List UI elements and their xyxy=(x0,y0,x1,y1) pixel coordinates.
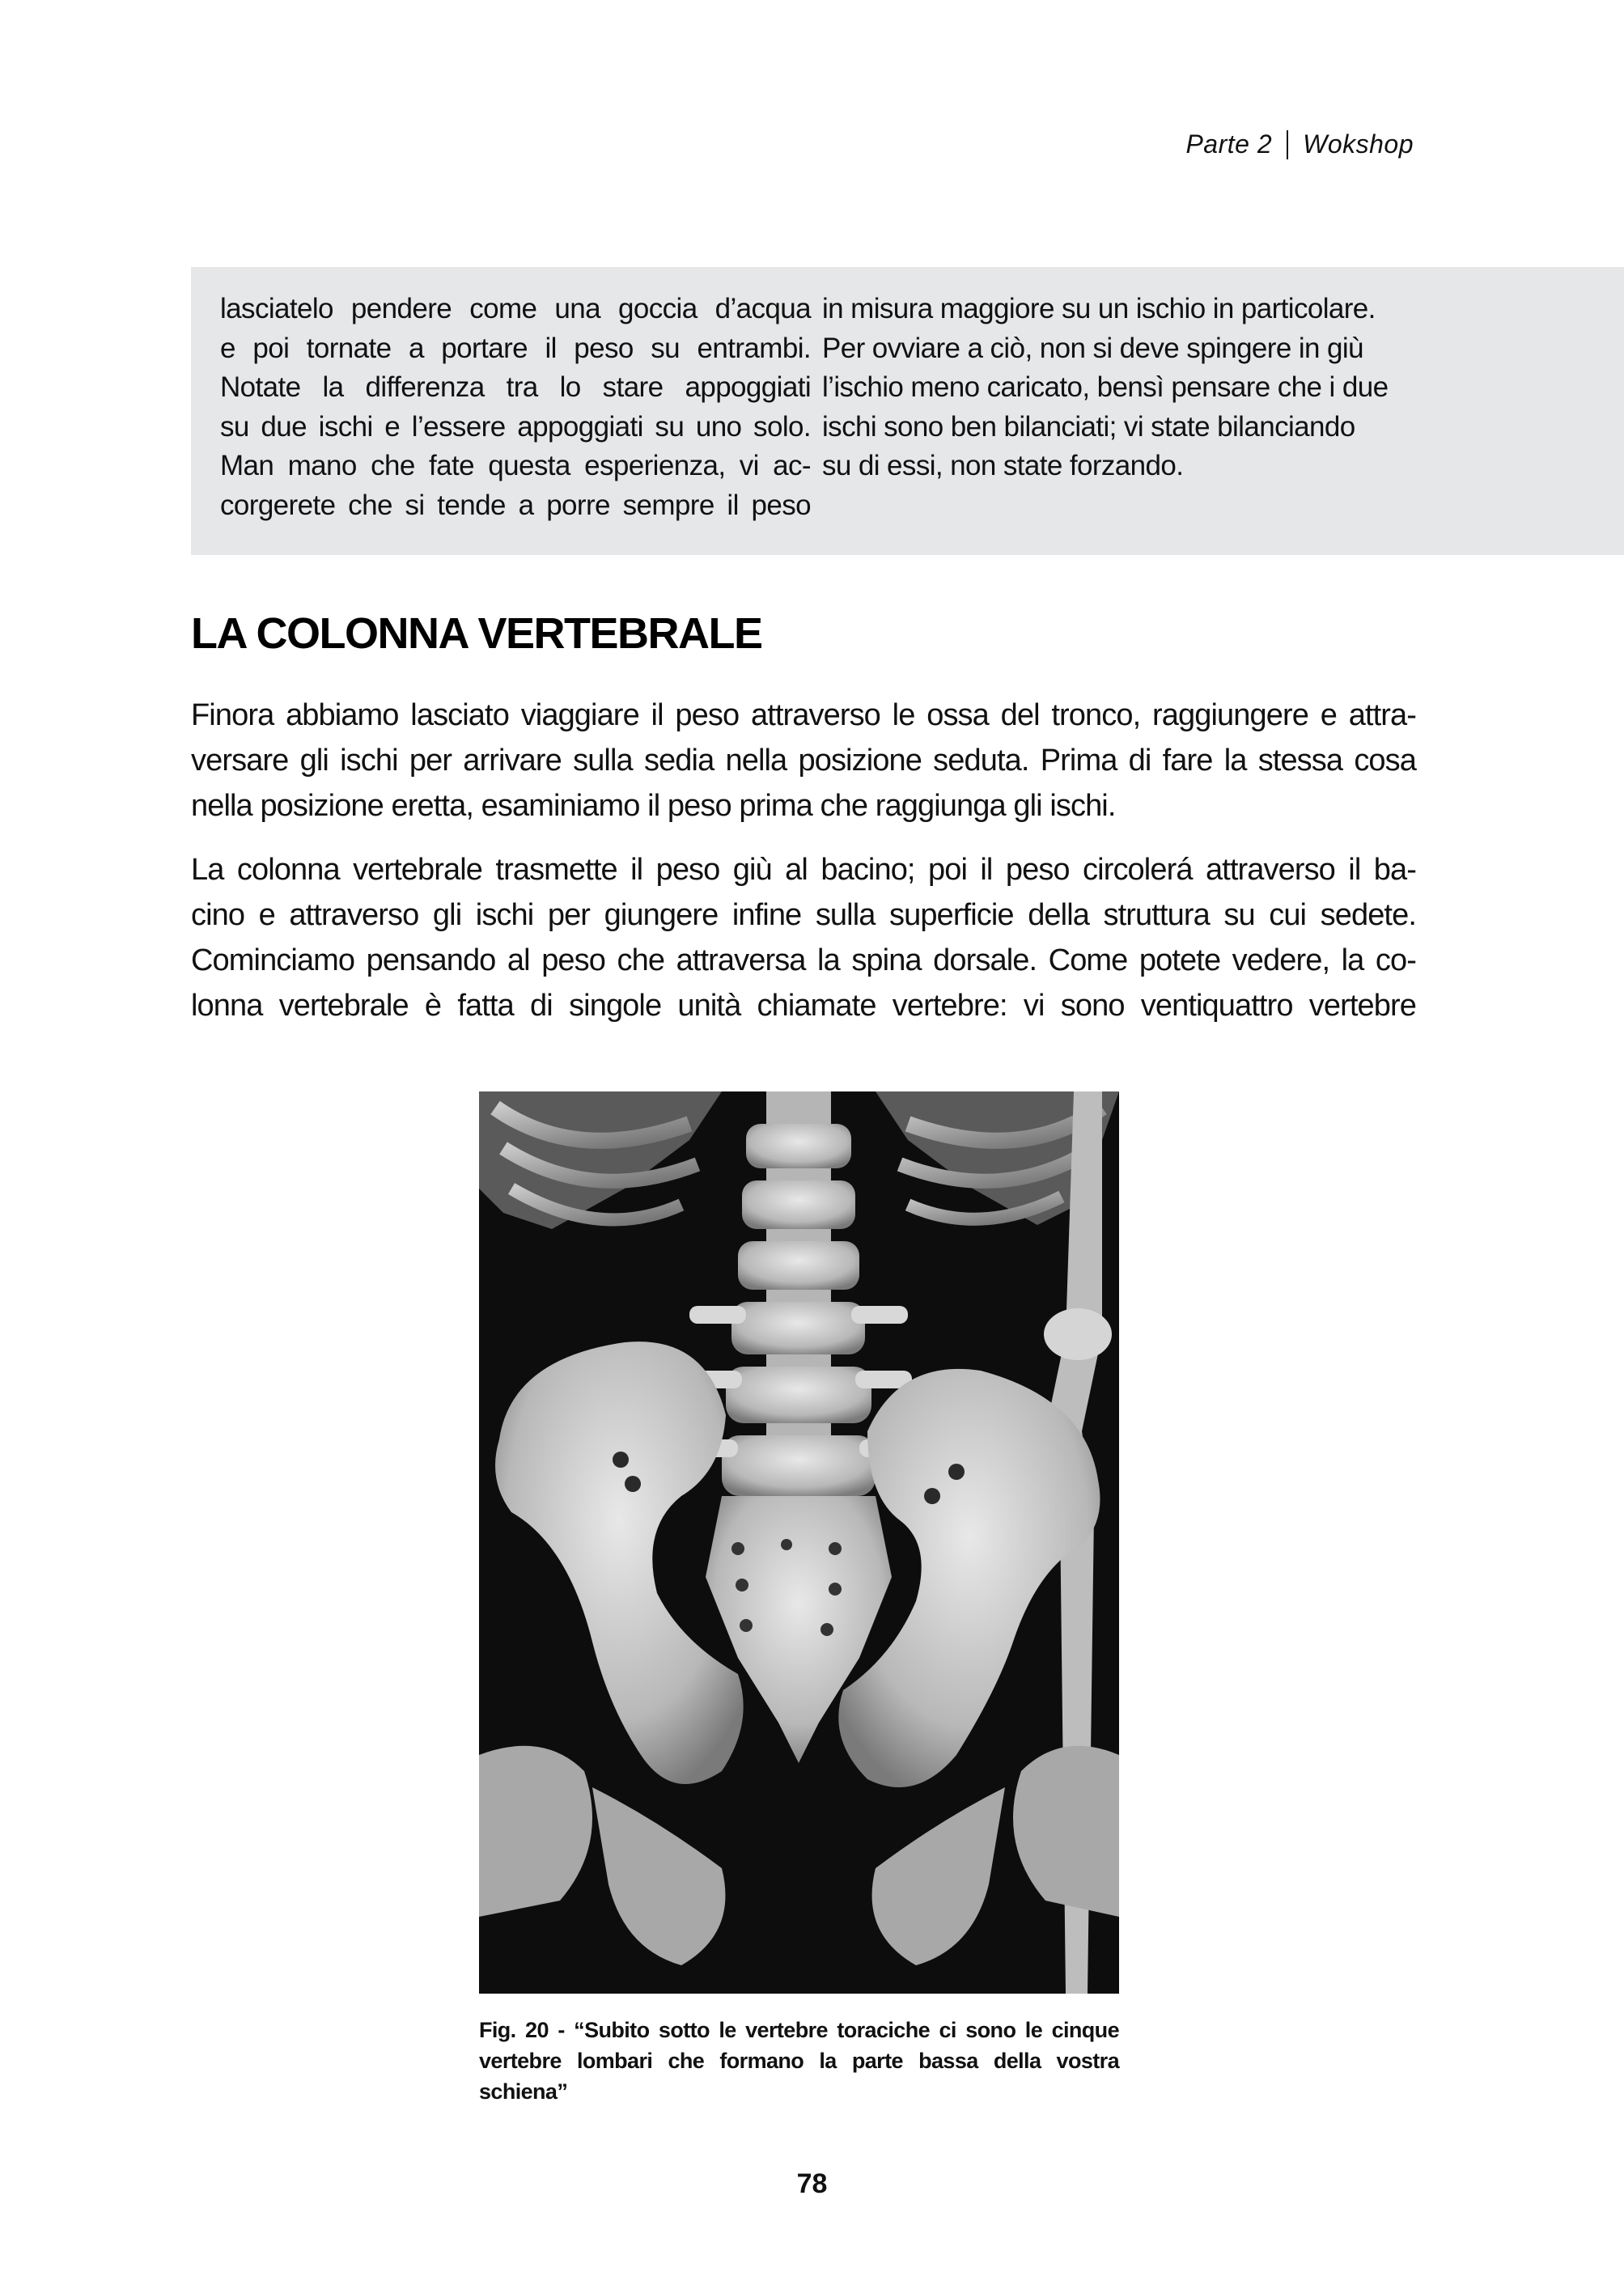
text-line: versare gli ischi per arrivare sulla sedia nella posizione seduta. Prima di fare la stessa cosa xyxy=(191,744,1416,778)
text-line: Per ovviare a ciò, non si deve spingere in giù xyxy=(822,332,1363,364)
exercise-box-left-column xyxy=(220,290,811,525)
page-number: 78 xyxy=(796,2168,828,2199)
running-head-part: Parte 2 xyxy=(1185,129,1273,159)
skeleton-illustration xyxy=(479,1091,1119,1994)
text-line: ischi sono ben bilanciati; vi state bilanciando xyxy=(822,410,1355,443)
text-line: Notate la differenza tra lo stare appoggiati xyxy=(220,371,811,403)
body-paragraph xyxy=(191,847,1416,1028)
text-line: e poi tornate a portare il peso su entrambi. xyxy=(220,332,811,364)
running-head xyxy=(1185,129,1414,159)
text-line: Finora abbiamo lasciato viaggiare il peso attraverso le ossa del tronco, raggiungere e attra- xyxy=(191,698,1416,732)
body-paragraph xyxy=(191,693,1416,829)
exercise-box xyxy=(191,267,1624,555)
caption-line: schiena” xyxy=(479,2079,568,2104)
text-line: lasciatelo pendere come una goccia d’acqua xyxy=(220,293,811,324)
text-line: in misura maggiore su un ischio in particolare. xyxy=(822,293,1376,324)
text-line: su due ischi e l’essere appoggiati su uno solo. xyxy=(220,410,811,443)
text-line: corgerete che si tende a porre sempre il peso xyxy=(220,489,811,521)
skeleton-photo xyxy=(479,1091,1119,1994)
text-line: cino e attraverso gli ischi per giungere infine sulla superficie della struttura su cui sedete. xyxy=(191,898,1416,932)
text-line: Cominciamo pensando al peso che attraversa la spina dorsale. Come potete vedere, la co- xyxy=(191,943,1416,977)
text-line: La colonna vertebrale trasmette il peso giù al bacino; poi il peso circolerá attraverso il ba- xyxy=(191,853,1416,887)
exercise-box-right-column xyxy=(822,290,1389,486)
text-line: su di essi, non state forzando. xyxy=(822,450,1184,481)
figure-caption xyxy=(479,2015,1119,2107)
text-line: lonna vertebrale è fatta di singole unità chiamate vertebre: vi sono ventiquattro vertebre xyxy=(191,989,1416,1023)
running-head-separator xyxy=(1287,130,1288,159)
section-heading: LA COLONNA VERTEBRALE xyxy=(191,609,762,658)
text-line: l’ischio meno caricato, bensì pensare che i due xyxy=(822,371,1389,403)
text-line: nella posizione eretta, esaminiamo il peso prima che raggiunga gli ischi. xyxy=(191,789,1116,823)
text-line: Man mano che fate questa esperienza, vi ac- xyxy=(220,450,811,481)
running-head-section: Wokshop xyxy=(1303,129,1414,159)
caption-line: vertebre lombari che formano la parte bassa della vostra xyxy=(479,2049,1119,2073)
caption-line: Fig. 20 - “Subito sotto le vertebre toraciche ci sono le cinque xyxy=(479,2018,1119,2042)
